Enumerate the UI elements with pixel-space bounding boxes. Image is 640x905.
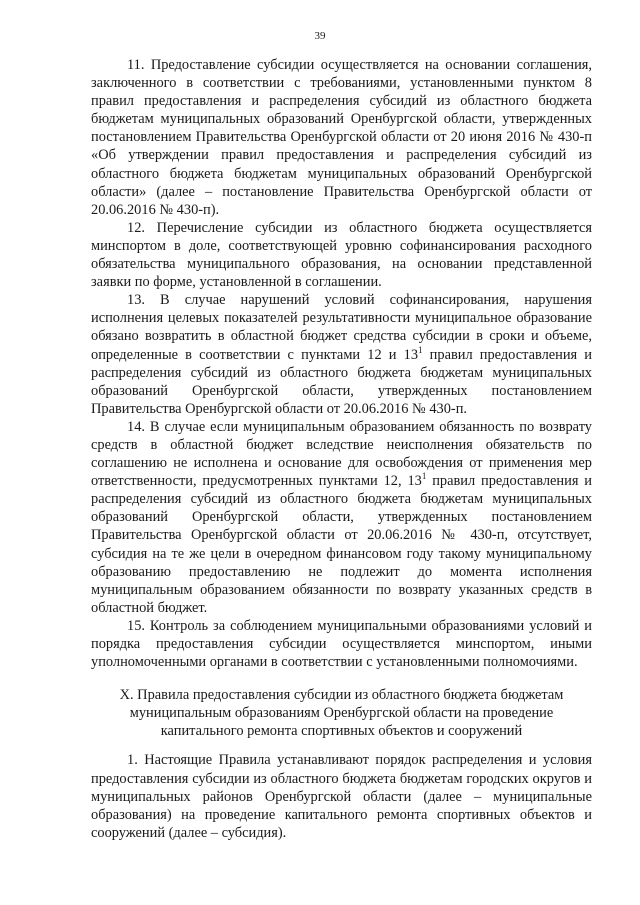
paragraph-13-text: 13. В случае нарушений условий софинансирования, нарушения исполнения целевых показателей результативности муниципальное образование обязано возвратить в областной бюджет средства субсидии в сроки и объеме, определенные в соответствии с пунктами 12 и 13 — [91, 292, 592, 363]
paragraph-14 — [91, 418, 592, 617]
paragraph-15: 15. Контроль за соблюдением муниципальными образованиями условий и порядка предоставления субсидии осуществляется минспортом, иными уполномоченными органами в соответствии с установленными полномочиями. — [91, 617, 592, 671]
paragraph-13 — [91, 291, 592, 418]
section-paragraph-1: 1. Настоящие Правила устанавливают порядок распределения и условия предоставления субсидии из областного бюджета бюджетам городских округов и муниципальных районов Оренбургской области (далее – муниципальные образования) на проведение капитального ремонта спортивных объектов и сооружений (далее – субсидия). — [91, 752, 592, 841]
paragraph-13-text-cont: правил предоставления и распределения субсидий из областного бюджета бюджетам муниципальных образований Оренбургской области, утвержденных постановлением Правительства Оренбургской области от 20.06.2016 № 430-п. — [91, 346, 593, 417]
paragraph-12: 12. Перечисление субсидии из областного бюджета осуществляется минспортом в доле, соответствующей уровню софинансирования расходного обязательства муниципального образования, на основании представленной заявки по форме, установленной в соглашении. — [91, 219, 592, 291]
paragraph-14-text: 14. В случае если муниципальным образованием обязанность по возврату средств в областной бюджет вследствие неисполнения обязательств по соглашению не исполнена и основание для освобождения от применения мер ответственности, предусмотренных пунктами 12, 13 — [91, 418, 592, 490]
superscript: 1 — [421, 471, 427, 482]
document-body — [91, 56, 592, 842]
paragraph-11: 11. Предоставление субсидии осуществляется на основании соглашения, заключенного в соответствии с требованиями, установленными пунктом 8 правил предоставления и распределения субсидий из областного бюджета бюджетам муниципальных образований Оренбургской области, утвержденных постановлением Правительства Оренбургской области от 20 июня 2016 № 430-п «Об утверждении правил предоставления и распределения субсидий из областного бюджета бюджетам муниципальных образований Оренбургской области» (далее – постановление Правительства Оренбургской области от 20.06.2016 № 430-п). — [91, 57, 592, 218]
paragraph-14-text-cont: правил предоставления и распределения субсидий из областного бюджета бюджетам муниципальных образований Оренбургской области, утвержденных постановлением Правительства Оренбургской области от 20.06.2016 № 430-п, отсутствует, субсидия на те же цели в очередном финансовом году такому муниципальному образованию предоставлению не подлежит до момента исполнения муниципальным образованием обязанности по возврату указанных средств в областной бюджет. — [91, 473, 592, 616]
page-number: 39 — [314, 30, 326, 42]
superscript: 1 — [418, 344, 423, 355]
section-heading: X. Правила предоставления субсидии из областного бюджета бюджетам муниципальным образованиям Оренбургской области на проведение капитального ремонта спортивных объектов и сооружений — [119, 687, 564, 740]
